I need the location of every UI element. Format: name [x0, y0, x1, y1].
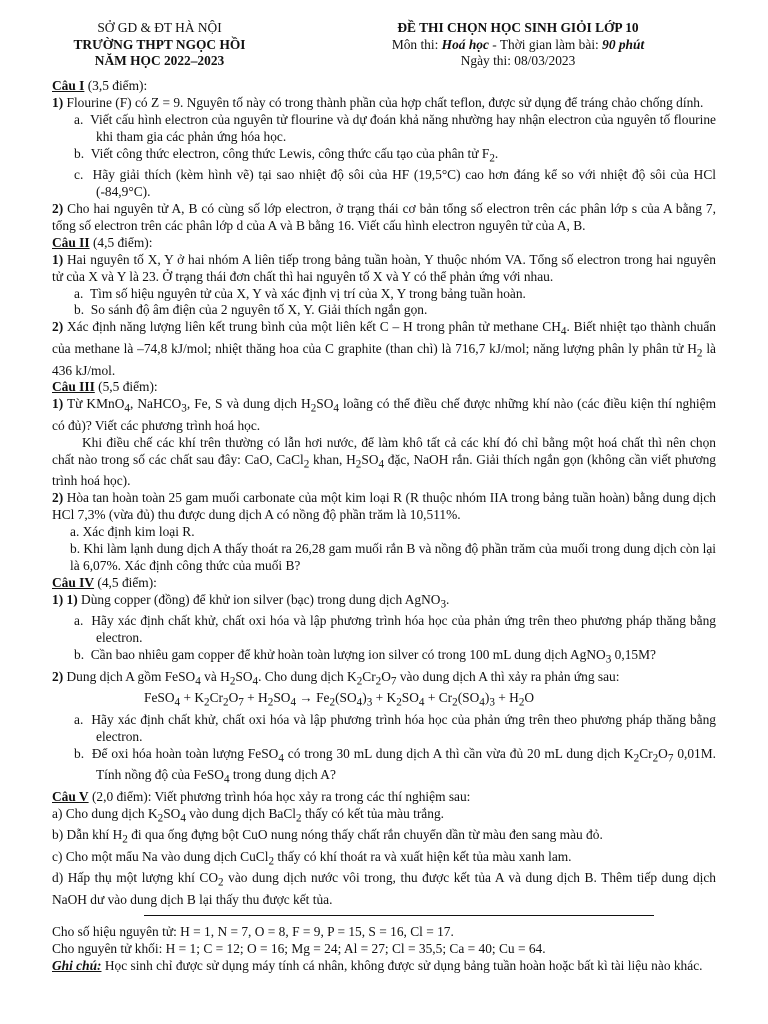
question-5-item-b: b) Dẫn khí $H_2$ đi qua ống đựng bột CuO nung nóng thấy chất rắn chuyển dần từ màu đen sang màu đỏ. — [52, 827, 603, 846]
question-1-item-a: a. Viết cấu hình electron của nguyên tử flourine và dự đoán khả năng nhường hay nhận electron của nguyên tố flourine khi tham gia các phản ứng hóa học. — [74, 111, 716, 144]
question-5-item-c: c) Cho một mẩu Na vào dung dịch CuCl$_2$ thấy có khí thoát ra và xuất hiện kết tủa màu xanh lam. — [52, 848, 572, 868]
exam-rules-note: Ghi chú: Học sinh chỉ được sử dụng máy tính cá nhân, không được sử dụng bảng tuần hoàn hoặc bất kì tài liệu nào khác. — [52, 957, 703, 973]
question-1-part-2: 2) Cho hai nguyên tử A, B có cùng số lớp electron, ở trạng thái cơ bản tổng số electron trên các phân lớp s của A bằng 7, tổng số electron trên các phân lớp d của A và B bằng 16. Viết cấu hình electron nguyên tử của A, B. — [52, 201, 716, 233]
question-1-heading: Câu I (3,5 điểm): — [52, 78, 148, 93]
question-4-1-item-a: a. Hãy xác định chất khử, chất oxi hóa và lập phương trình hóa học của phản ứng trên theo phương pháp thăng bằng electron. — [74, 613, 716, 646]
exam-duration: 90 phút — [602, 36, 645, 52]
question-5-item-a: a) Cho dung dịch $K_2SO_4$ vào dung dịch BaCl$_2$ thấy có kết tủa màu trắng. — [52, 805, 444, 825]
note-label: Ghi chú: — [52, 957, 102, 973]
school-name: TRƯỜNG THPT NGỌC HỒI — [73, 36, 246, 52]
atomic-numbers-note: Cho số hiệu nguyên tử: H = 1, N = 7, O = 8, F = 9, P = 15, S = 16, Cl = 17. — [52, 923, 454, 939]
question-4-part-2: 2) Dung dịch A gồm FeSO$_4$ và $H_2SO_4$. Cho dung dịch $K_2Cr_2O_7$ vào dung dịch A thì xảy ra phản ứng sau: — [52, 668, 620, 688]
question-4-heading: Câu IV (4,5 điểm): — [52, 574, 157, 590]
question-1-part-1: 1) Flourine (F) có Z = 9. Nguyên tố này có trong thành phần của hợp chất teflon, được sử dụng để tráng chảo chống dính. — [52, 94, 704, 110]
question-3-part-2: 2) Hòa tan hoàn toàn 25 gam muối carbonate của một kim loại R (R thuộc nhóm IIA trong bảng tuần hoàn) bằng dung dịch HCl 7,3% (vừa đủ) thu được dung dịch A có nồng độ phần trăm là 10,511%. — [52, 490, 716, 523]
reaction-equation: FeSO$_4$ + $K_2Cr_2O_7 + H_2SO_4 \to Fe_2(SO_4)_3 + K_2SO_4 + Cr_2(SO_4)_3 + H_2O$ — [144, 690, 535, 709]
separator-line — [144, 915, 654, 916]
question-3-item-a: a. Xác định kim loại R. — [70, 524, 195, 540]
question-4-2-item-a: a. Hãy xác định chất khử, chất oxi hóa và lập phương trình hóa học của phản ứng trên theo phương pháp thăng bằng electron. — [74, 711, 716, 744]
question-2-item-a: a. Tìm số hiệu nguyên tử của X, Y và xác định vị trí của X, Y trong bảng tuần hoàn. — [74, 285, 526, 301]
question-2-part-2: 2) Xác định năng lượng liên kết trung bình của một liên kết C – H trong phân tử methane $CH_4$. Biết nhiệt tạo thành chuẩn của methane là –74,8 kJ/mol; nhiệt thăng hoa của C graphite (than chì) là 716,7 kJ/mol; năng lượng phân ly phân tử $H_2$ là 436 kJ/mol. — [52, 319, 717, 378]
question-1-item-c: c. Hãy giải thích (kèm hình vẽ) tại sao nhiệt độ sôi của HF (19,5°C) cao hơn đáng kể so với nhiệt độ sôi của HCl (-84,9°C). — [74, 167, 716, 200]
question-1-item-b: b. Viết công thức electron, công thức Lewis, công thức cấu tạo của phân tử $F_2$. — [74, 145, 499, 165]
exam-title: ĐỀ THI CHỌN HỌC SINH GIỎI LỚP 10 — [397, 20, 639, 35]
question-3-drying-agent: Khi điều chế các khí trên thường có lẫn hơi nước, để làm khô tất cả các khí đó chỉ bằng một hoá chất thì nên chọn chất nào trong số các chất sau đây: CaO, CaCl$_2$ khan, $H_2SO_4$ đặc, NaOH rắn. Giải thích ngắn gọn (không cần viết phương trình hoá học). — [52, 434, 716, 489]
subject-line: Môn thi: Hoá học - Thời gian làm bài: 90 phút — [391, 36, 645, 52]
school-block — [52, 20, 267, 70]
exam-header — [52, 20, 716, 74]
question-2-heading: Câu II (4,5 điểm): — [52, 234, 153, 250]
department-name: SỞ GD & ĐT HÀ NỘI — [97, 20, 222, 35]
question-3-part-1: 1) Từ KMnO$_4$, NaHCO$_3$, Fe, S và dung dịch $H_2SO_4$ loãng có thể điều chế được những khí nào (các điều kiện thí nghiệm có đủ)? Viết các phương trình hoá học. — [52, 396, 717, 433]
question-4-1-item-b: b. Cần bao nhiêu gam copper để khử hoàn toàn lượng ion silver có trong 100 mL dung dịch AgNO$_3$ 0,15M? — [74, 647, 656, 666]
exam-page — [52, 20, 716, 975]
question-4-part-1: 1) 1) Dùng copper (đồng) để khử ion silver (bạc) trong dung dịch AgNO$_3$. — [52, 591, 450, 611]
question-2-part-1: 1) Hai nguyên tố X, Y ở hai nhóm A liên tiếp trong bảng tuần hoàn, Y thuộc nhóm VA. Tổng số electron trong hai nguyên tử của X và Y là 23. Ở trạng thái đơn chất thì hai nguyên tố X và Y có thể phản ứng với nhau. — [52, 251, 716, 284]
question-3-heading: Câu III (5,5 điểm): — [52, 379, 158, 395]
exam-date: Ngày thi: 08/03/2023 — [460, 53, 576, 69]
question-5-heading: Câu V (2,0 điểm): Viết phương trình hóa học xảy ra trong các thí nghiệm sau: — [52, 788, 471, 804]
question-4-2-item-b: b. Để oxi hóa hoàn toàn lượng FeSO$_4$ có trong 30 mL dung dịch A thì cần vừa đủ 20 mL dung dịch $K_2Cr_2O_7$ 0,01M. Tính nồng độ của FeSO$_4$ trong dung dịch A? — [74, 745, 717, 786]
question-2-item-b: b. So sánh độ âm điện của 2 nguyên tố X, Y. Giải thích ngắn gọn. — [74, 302, 428, 318]
atomic-masses-note: Cho nguyên tử khối: H = 1; C = 12; O = 16; Mg = 24; Al = 27; Cl = 35,5; Ca = 40; Cu = 64. — [52, 940, 546, 956]
exam-title-block — [320, 20, 716, 70]
school-year: NĂM HỌC 2022–2023 — [94, 53, 225, 69]
exam-content — [52, 78, 716, 975]
subject-name: Hoá học — [441, 36, 489, 52]
question-3-item-b: b. Khi làm lạnh dung dịch A thấy thoát ra 26,28 gam muối rắn B và nồng độ phần trăm của muối trong dung dịch còn lại là 6,07%. Xác định công thức của muối B? — [70, 540, 716, 573]
question-5-item-d: d) Hấp thụ một lượng khí $CO_2$ vào dung dịch nước vôi trong, thu được kết tủa A và dung dịch B. Thêm tiếp dung dịch NaOH dư vào dung dịch B lại thấy thu được kết tủa. — [52, 870, 717, 907]
